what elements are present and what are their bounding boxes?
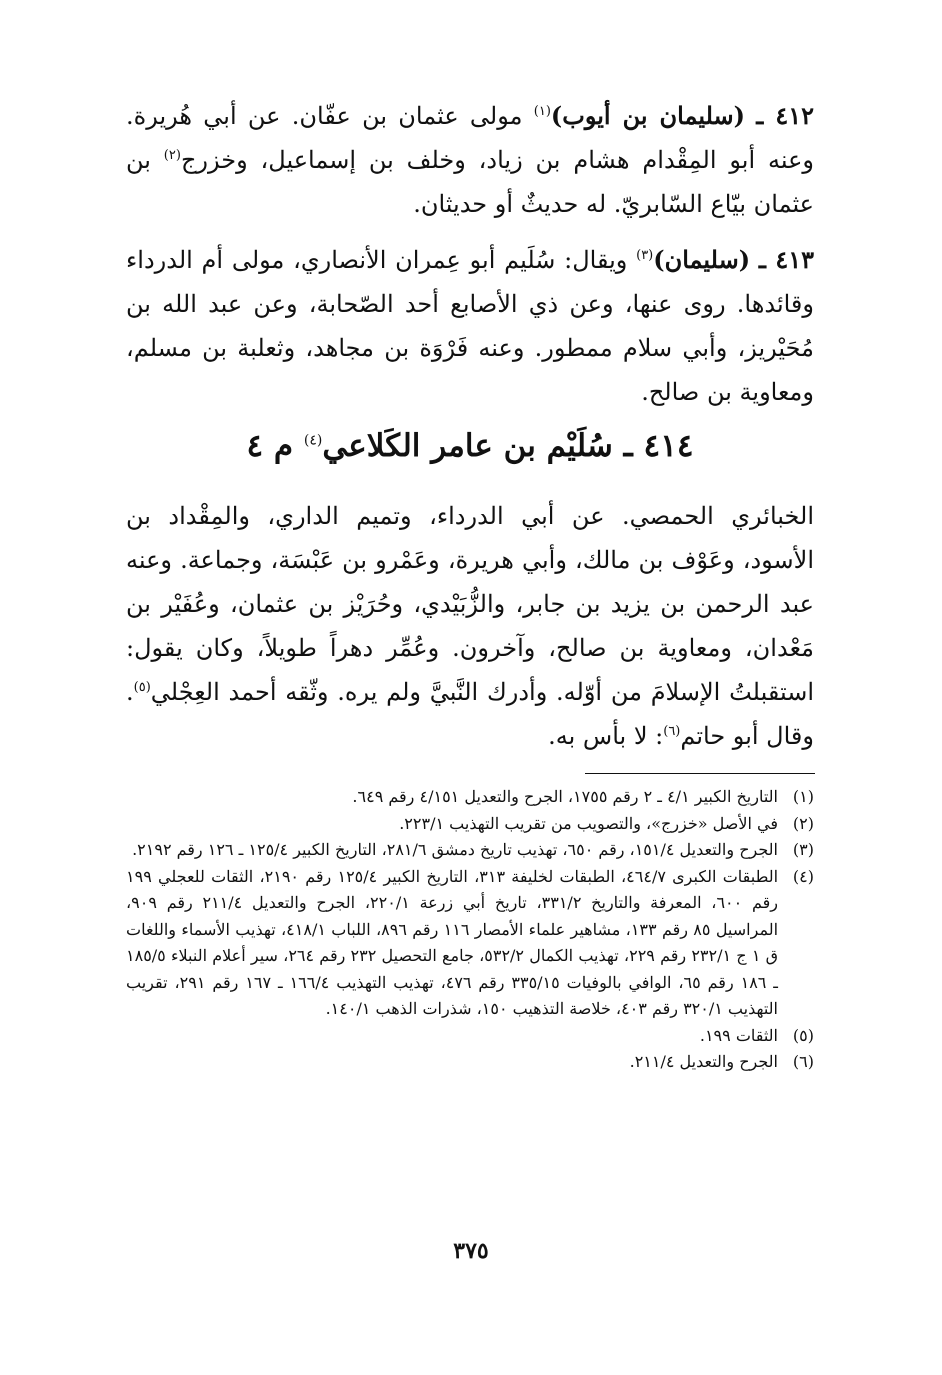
entry-414-body (126, 494, 814, 758)
entry-text: : لا بأس به. (548, 722, 664, 750)
footnote-text: الطبقات الكبرى ٤٦٤/٧، الطبقات لخليفة ٣١٣، التاريخ الكبير ١٢٥/٤ رقم ٢١٩٠، الثقات للعجلي ١٩٩ رقم ٦٠٠، المعرفة والتاريخ ٣٣١/٢، تاريخ أبي زرعة ٢٢٠/١، الجرح والتعديل ٢١١/٤ رقم ٩٠٩، المراسيل ٨٥ رقم ١٣٣، مشاهير علماء الأمصار ١١٦ رقم ٨٩٦، اللباب ٤١٨/١، تهذيب الأسماء واللغات ق ١ ج ٢٣٢/١ رقم ٢٢٩، تهذيب الكمال ٥٣٢/٢، جامع التحصيل ٢٣٢ رقم ٢٦٤، سير أعلام النبلاء ١٨٥/٥ ـ ١٨٦ رقم ٦٥، الوافي بالوفيات ٣٣٥/١٥ رقم ٤٧٦، تهذيب التهذيب ١٦٦/٤ ـ ١٦٧ رقم ٢٩١، تقريب التهذيب ٣٢٠/١ رقم ٤٠٣، خلاصة التذهيب ١٥٠، شذرات الذهب ١٤٠/١. (126, 866, 779, 1018)
footnote-number: (٢) (792, 813, 814, 833)
entry-text: مولى عثمان بن عفّان. عن أبي هُريرة. وعنه أبو المِقْدام هشام بن زياد، وخلف بن إسماعيل، وخزرج (126, 102, 814, 174)
entry-412 (126, 94, 814, 226)
footnote-number: (٣) (792, 840, 814, 859)
footnote-text: التاريخ الكبير ٤/١ ـ ٢ رقم ١٧٥٥، الجرح والتعديل ٤/١٥١ رقم ٦٤٩. (352, 787, 778, 806)
footnote-item (126, 1023, 814, 1050)
footnote-number: (٤) (792, 866, 814, 886)
footnote-marker[interactable]: (٤) (303, 432, 323, 449)
footnote-item (126, 1049, 814, 1076)
footnote-text: الجرح والتعديل ٢١١/٤. (629, 1052, 778, 1071)
footnote-item (126, 864, 814, 1023)
entry-number: ٤١٢ ـ (756, 101, 814, 130)
footnote-item (126, 837, 814, 864)
footnote-marker[interactable]: (١) (533, 104, 551, 119)
footnote-number: (٦) (792, 1052, 814, 1071)
footnote-item (126, 811, 814, 838)
entry-text: . وقال أبو حاتم (126, 678, 814, 750)
footnote-number: (٥) (792, 1025, 814, 1045)
footnote-text: الثقات ١٩٩. (699, 1025, 778, 1045)
page-number: ٣٧٥ (453, 1238, 489, 1264)
footnote-marker[interactable]: (٥) (133, 680, 151, 695)
entry-name: (سليمان) (653, 245, 751, 274)
footnote-marker[interactable]: (٦) (663, 724, 681, 739)
footnote-text: في الأصل «خزرج»، والتصويب من تقريب التهذيب ٢٢٣/١. (399, 813, 778, 833)
footnote-divider (585, 773, 815, 774)
entry-text: الخبائري الحمصي. عن أبي الدرداء، وتميم الداري، والمِقْداد بن الأسود، وعَوْف بن مالك، وأبي هريرة، وعَمْرو بن عَبْسَة، وجماعة. وعنه عبد الرحمن بن يزيد بن جابر، والزُّبَيْدي، وحُرَيْز بن عثمان، وعُفَيْر بن مَعْدان، ومعاوية بن صالح، وآخرون. وعُمِّر دهراً طويلاً، وكان يقول: استقبلتُ الإسلامَ من أوّله. وأدرك النَّبيَّ ولم يره. وثّقه أحمد العِجْلي (126, 502, 815, 706)
entry-text: ويقال: سُلَيم أبو عِمران الأنصاري، مولى أم الدرداء وقائدها. روى عنها، وعن ذي الأصابع أحد الصّحابة، وعن عبد الله بن مُحَيْريز، وأبي سلام ممطور. وعنه فَرْوَة بن مجاهد، وثعلبة بن مسلم، ومعاوية بن صالح. (126, 246, 814, 406)
heading-suffix: م ٤ (246, 428, 304, 464)
entry-heading-414 (126, 424, 814, 468)
footnote-text: الجرح والتعديل ١٥١/٤، رقم ٦٥٠، تهذيب تاريخ دمشق ٢٨١/٦، التاريخ الكبير ١٢٥/٤ ـ ١٢٦ رقم ٢١٩٢. (132, 840, 778, 859)
footnote-marker[interactable]: (٢) (163, 148, 181, 163)
entry-text: بن عثمان بيّاع السّابريّ. له حديثٌ أو حديثان. (126, 146, 814, 218)
entry-413 (126, 238, 814, 414)
footnotes-list (126, 784, 814, 1076)
footnote-marker[interactable]: (٣) (636, 248, 654, 263)
footnote-item (126, 784, 814, 811)
footnote-number: (١) (792, 787, 814, 806)
entry-name: (سليمان بن أيوب) (550, 101, 746, 130)
heading-text: ٤١٤ ـ سُلَيْم بن عامر الكَلاعي (322, 428, 694, 464)
entry-number: ٤١٣ ـ (758, 245, 814, 274)
